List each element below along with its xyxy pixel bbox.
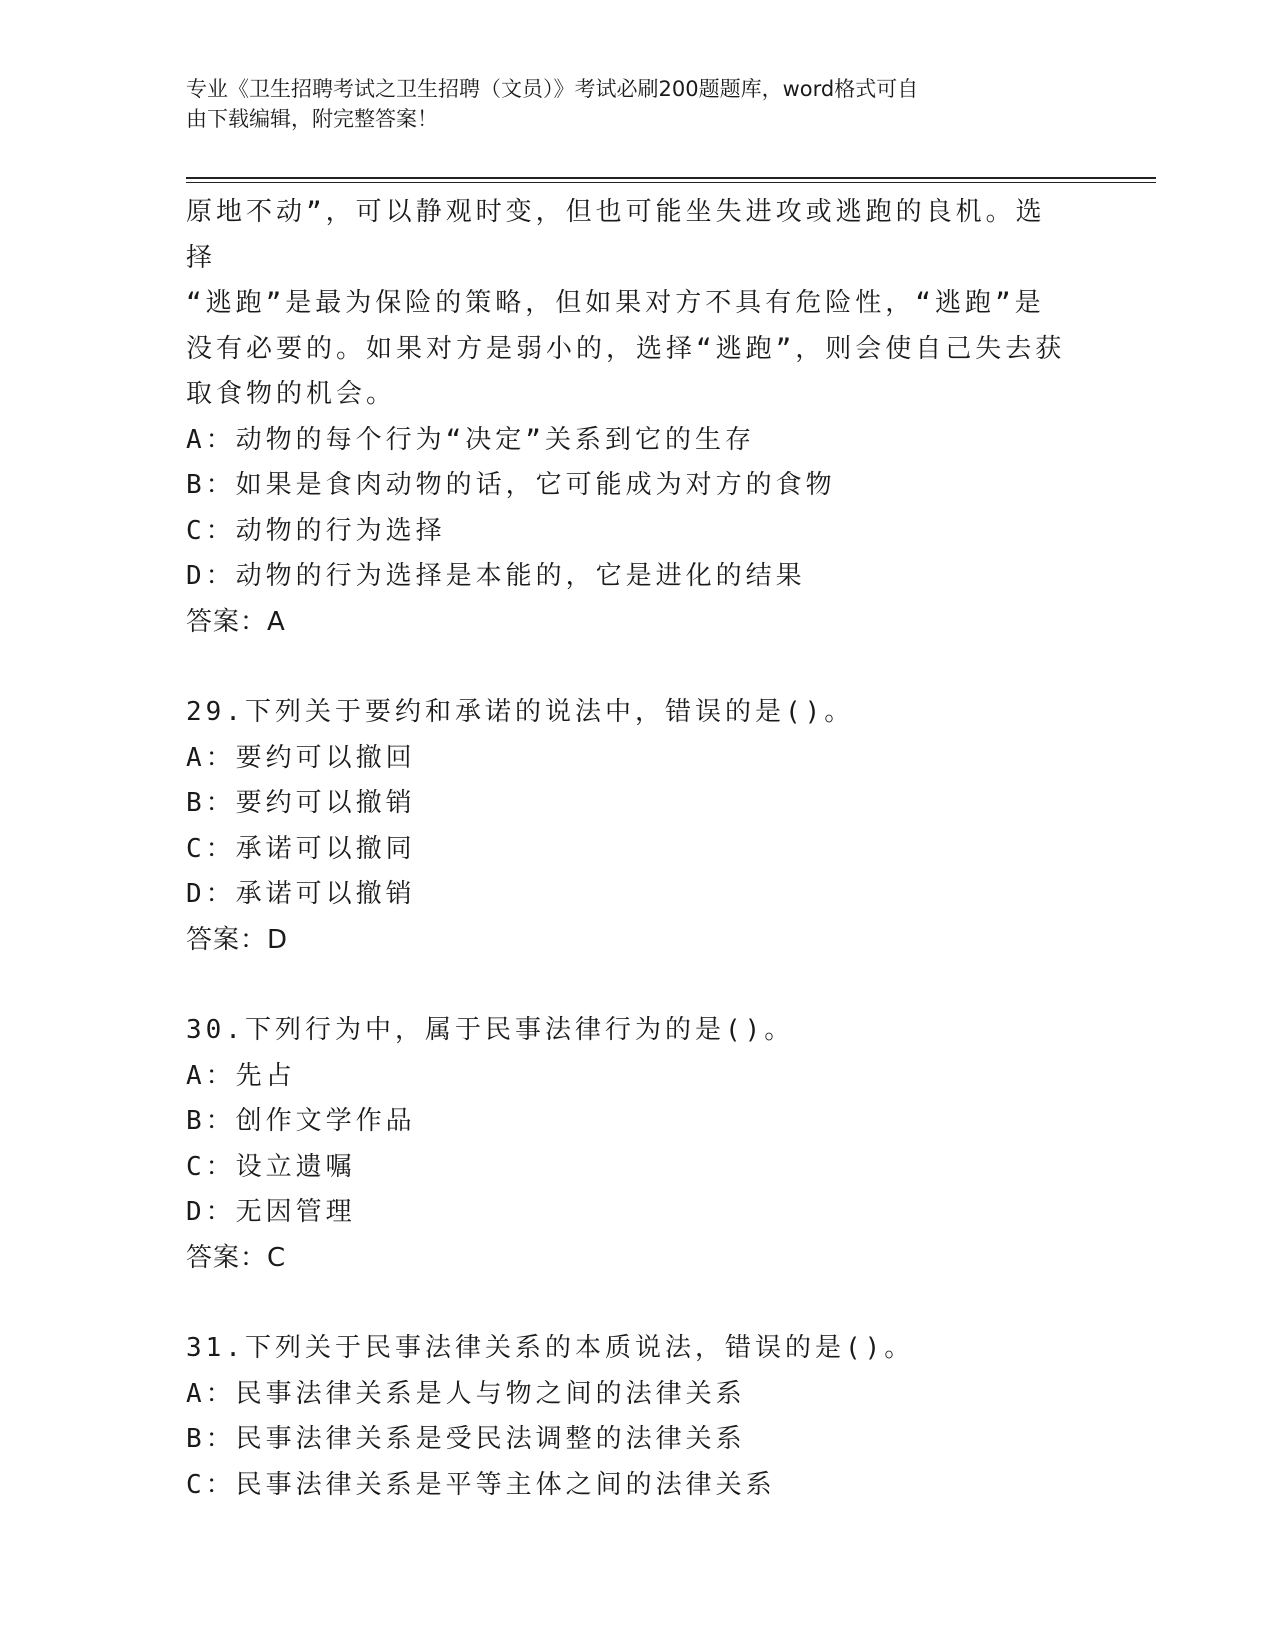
option-c: C：设立遗嘱: [186, 1151, 356, 1182]
option-c: C：民事法律关系是平等主体之间的法律关系: [186, 1469, 776, 1500]
question-text: 29.下列关于要约和承诺的说法中，错误的是()。: [186, 697, 855, 727]
option-d: D：承诺可以撤销: [186, 879, 416, 909]
paragraph-line: 原地不动”，可以静观时变，但也可能坐失进攻或逃跑的良机。选择: [186, 197, 1046, 273]
answer-line: 答案：D: [186, 924, 289, 955]
question-text: 30.下列行为中，属于民事法律行为的是()。: [186, 1015, 795, 1045]
header-rule-thick: [186, 177, 1156, 179]
option-d: D：动物的行为选择是本能的，它是进化的结果: [186, 561, 806, 591]
continuation-paragraph: [186, 190, 1066, 418]
option-c: C：动物的行为选择: [186, 515, 446, 546]
document-body: [186, 190, 1066, 1508]
option-a: A：动物的每个行为“决定”关系到它的生存: [186, 424, 755, 455]
paragraph-line: 没有必要的。如果对方是弱小的，选择“逃跑”，则会使自己失去获: [186, 333, 1066, 364]
option-b: B：如果是食肉动物的话，它可能成为对方的食物: [186, 470, 836, 500]
spacer: [186, 645, 1066, 690]
header-line-2: 由下载编辑，附完整答案！: [186, 107, 438, 131]
document-header: [186, 74, 1056, 134]
option-d: D：无因管理: [186, 1197, 356, 1227]
option-c: C：承诺可以撤同: [186, 833, 416, 864]
option-a: A：民事法律关系是人与物之间的法律关系: [186, 1378, 746, 1409]
question-28-options: [186, 418, 1066, 646]
option-b: B：创作文学作品: [186, 1106, 416, 1136]
answer-line: 答案：A: [186, 606, 286, 637]
header-line-1: 专业《卫生招聘考试之卫生招聘（文员）》考试必刷200题题库，word格式可自: [186, 77, 919, 101]
paragraph-line: 取食物的机会。: [186, 379, 397, 409]
option-a: A：先占: [186, 1060, 296, 1091]
paragraph-line: “逃跑”是最为保险的策略，但如果对方不具有危险性，“逃跑”是: [186, 288, 1045, 318]
question-31: [186, 1326, 1066, 1508]
header-rule-thin: [186, 182, 1156, 183]
answer-line: 答案：C: [186, 1242, 287, 1273]
question-29: [186, 690, 1066, 963]
question-text: 31.下列关于民事法律关系的本质说法，错误的是()。: [186, 1333, 915, 1363]
spacer: [186, 1281, 1066, 1326]
question-30: [186, 1008, 1066, 1281]
option-b: B：要约可以撤销: [186, 788, 416, 818]
option-b: B：民事法律关系是受民法调整的法律关系: [186, 1424, 746, 1454]
option-a: A：要约可以撤回: [186, 742, 416, 773]
spacer: [186, 963, 1066, 1008]
